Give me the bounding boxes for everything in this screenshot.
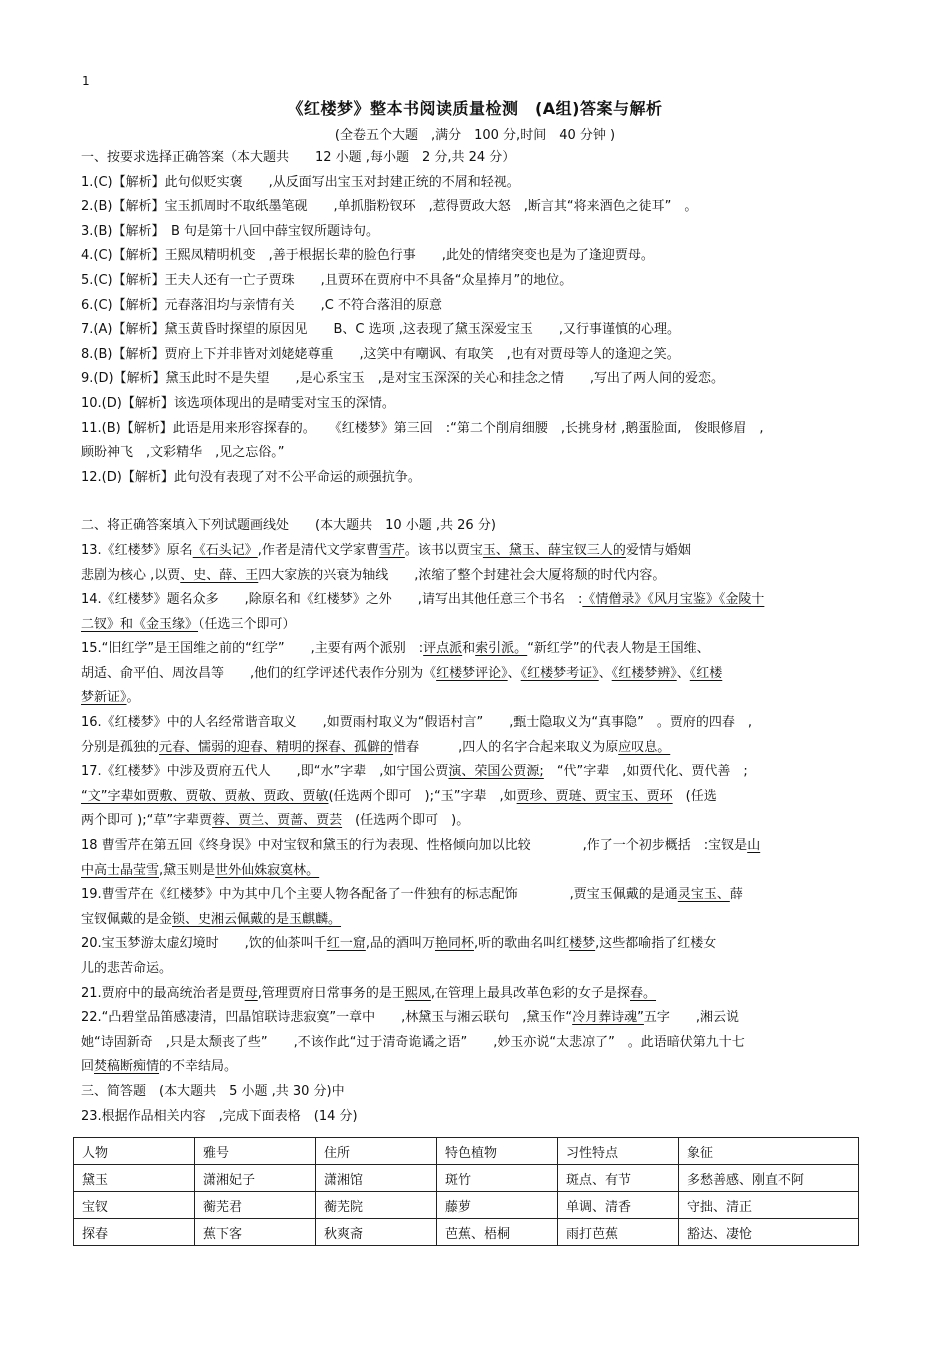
table-row: [74, 1219, 859, 1246]
question-13: [81, 539, 871, 564]
question-23: 23.根据作品相关内容 ,完成下面表格 (14 分): [81, 1108, 358, 1124]
table-cell: 单调、清香: [558, 1192, 679, 1219]
answer-blank: 山: [747, 838, 761, 854]
text: 四大家族的兴衰为轴线 ,浓缩了整个封建社会大厦将颓的时代内容。: [258, 567, 666, 583]
answer-blank: 红一窟: [326, 936, 366, 952]
question-13-cont: [81, 564, 871, 589]
answer-blank: 红楼梦评论》: [436, 665, 508, 681]
answer-6: 6.(C)【解析】元春落泪均与亲情有关 ,C 不符合落泪的原意: [81, 297, 442, 313]
text: 悲剧为核心 ,以贾: [81, 567, 181, 583]
question-17: [81, 760, 871, 785]
table-header-cell: 住所: [316, 1138, 437, 1165]
table-cell: 黛玉: [74, 1165, 195, 1192]
question-14: [81, 588, 871, 613]
question-20: [81, 932, 871, 957]
answer-12: 12.(D)【解析】此句没有表现了对不公平命运的顽强抗争。: [81, 469, 421, 485]
question-15-cont2: [81, 686, 871, 711]
table-header-cell: 雅号: [195, 1138, 316, 1165]
answer-11-cont: 顾盼神飞 ,文彩精华 ,见之忘俗。”: [81, 445, 285, 461]
answer-blank: 贾珍、贾琏、贾宝玉、贾环: [516, 788, 673, 804]
text: 、: [598, 665, 612, 681]
table-cell: 守拙、清正: [679, 1192, 859, 1219]
question-16-cont: [81, 736, 871, 761]
question-19-cont: [81, 908, 871, 933]
table-cell: 蕉下客: [195, 1219, 316, 1246]
text: 五字 ,湘云说: [643, 1010, 740, 1026]
answer-blank: 《石头记》: [192, 542, 258, 558]
table-cell: 蘅芜君: [195, 1192, 316, 1219]
answer-blank: 世外仙姝寂寞林。: [215, 862, 320, 878]
answer-8: 8.(B)【解析】贾府上下并非皆对刘姥姥尊重 ,这笑中有嘲讽、有取笑 ,也有对贾母等人的逢迎之笑。: [81, 346, 680, 362]
answer-blank: 艳同杯: [434, 936, 474, 952]
text: ,黛玉则是: [159, 862, 216, 878]
table-cell: 蘅芜院: [316, 1192, 437, 1219]
answer-blank: 索引派。: [475, 641, 528, 657]
text: 17.《红楼梦》中涉及贾府五代人 ,即“水”字辈 ,如宁国公贾: [81, 764, 449, 780]
text: 回: [81, 1059, 95, 1075]
table-cell: 多愁善感、刚直不阿: [679, 1165, 859, 1192]
answer-blank: 春。: [630, 985, 657, 1001]
answer-blank: 《红楼: [689, 665, 723, 681]
text: (任选两个即可 );“玉”字辈 ,如: [328, 788, 517, 804]
answer-7: 7.(A)【解析】黛玉黄昏时探望的原因见 B、C 选项 ,这表现了黛玉深爱宝玉 ,又行事谨慎的心理。: [81, 322, 680, 338]
document-title: 《红楼梦》整本书阅读质量检测 (A组)答案与解析: [287, 99, 663, 118]
table-cell: 潇湘馆: [316, 1165, 437, 1192]
text: 21.贾府中的最高统治者是贾: [81, 985, 245, 1001]
table-cell: 宝钗: [74, 1192, 195, 1219]
text: ,管理贾府日常事务的是王: [257, 985, 405, 1001]
text: ,四人的名字合起来取义为原: [419, 739, 619, 755]
answer-1: 1.(C)【解析】此句似贬实褒 ,从反面写出宝玉对封建正统的不屑和轻视。: [81, 174, 520, 190]
text: “代”字辈 ,如贾代化、贾代善 ;: [543, 764, 748, 780]
character-table: [73, 1137, 859, 1246]
question-18: [81, 834, 871, 859]
table-cell: 藤萝: [437, 1192, 558, 1219]
table-cell: 豁达、凄怆: [679, 1219, 859, 1246]
answer-blank: 、史、薛、王: [180, 567, 259, 583]
answer-blank: 熙凤: [404, 985, 431, 1001]
text: 、: [676, 665, 690, 681]
text: 分别是孤独的: [81, 739, 160, 755]
text: 的不幸结局。: [159, 1059, 238, 1075]
text: 。: [126, 690, 140, 706]
question-17-cont2: [81, 809, 871, 834]
text: ,听的歌曲名叫红: [473, 936, 570, 952]
answer-11: 11.(B)【解析】此语是用来形容探春的。 《红楼梦》第三回 :“第二个削肩细腰 ,长挑身材 ,鹅蛋脸面, 俊眼修眉 ,: [81, 420, 764, 436]
table-cell: 雨打芭蕉: [558, 1219, 679, 1246]
text: 20.宝玉梦游太虚幻境时 ,饮的仙茶叫千: [81, 936, 327, 952]
answer-blank: 孤僻的: [354, 739, 394, 755]
text: 13.《红楼梦》原名: [81, 542, 193, 558]
answer-3: 3.(B)【解析】 B 句是第十八回中薛宝钗所题诗句。: [81, 223, 380, 239]
text: 惜春: [393, 739, 420, 755]
text: 22.“凸碧堂品笛感凄清，凹晶馆联诗悲寂寞”一章中 ,林黛玉与湘云联句 ,黛玉作“: [81, 1010, 573, 1026]
answer-blank: 焚稿断痴情: [94, 1059, 160, 1075]
answer-blank: 明的探春、: [289, 739, 355, 755]
table-header-cell: 习性特点: [558, 1138, 679, 1165]
table-cell: 芭蕉、梧桐: [437, 1219, 558, 1246]
question-22-cont: 她“诗固新奇 ,只是太颓丧了些” ,不该作此“过于清奇诡谲之语” ,妙玉亦说“太悲凉了” 。此语暗伏第九十七: [81, 1034, 745, 1050]
text: （任选三个即可）: [198, 616, 296, 632]
answer-blank: 《红楼梦辨》: [611, 665, 677, 681]
table-cell: 秋爽斋: [316, 1219, 437, 1246]
text: 15.“旧红学”是王国维之前的“红学” ,主要有两个派别 :: [81, 641, 424, 657]
answer-blank: 锁、史湘云佩戴的是玉麒麟。: [172, 911, 342, 927]
question-17-cont: [81, 785, 871, 810]
text: 胡适、俞平伯、周汝昌等 ,他们的红学评述代表作分别为《: [81, 665, 437, 681]
answer-blank: 灵宝玉、: [677, 887, 730, 903]
answer-blank: 蓉、贾兰、贾蔷、贾芸: [212, 813, 343, 829]
question-20-cont: 儿的悲苦命运。: [81, 961, 173, 976]
section-3-header: 三、简答题 (本大题共 5 小题 ,共 30 分)中: [81, 1083, 345, 1099]
table-header-cell: 人物: [74, 1138, 195, 1165]
text: 和: [462, 641, 476, 657]
answer-blank: 玉、黛玉、薛宝钗三人的: [482, 542, 626, 558]
text: “新红学”的代表人物是王国维、: [527, 641, 710, 657]
text: 18 曹雪芹在第五回《终身误》中对宝钗和黛玉的行为表现、性格倾向加以比较 ,作了一个初步概括 :宝钗是: [81, 838, 748, 854]
text: 。该书以贾宝: [404, 542, 483, 558]
answer-blank: 梦新证》: [81, 690, 127, 706]
text: ,作者是清代文学家曹: [257, 542, 379, 558]
table-header-cell: 特色植物: [437, 1138, 558, 1165]
table-header-row: [74, 1138, 859, 1165]
question-15: [81, 637, 871, 662]
document-body: [81, 146, 871, 1129]
text: (任选: [672, 788, 717, 804]
question-18-cont: [81, 859, 871, 884]
question-19: [81, 883, 871, 908]
table-row: [74, 1192, 859, 1219]
answer-blank: 中高士晶莹雪: [81, 862, 160, 878]
answer-blank: 雪芹: [378, 542, 405, 558]
document-subtitle: (全卷五个大题 ,满分 100 分,时间 40 分钟 ): [334, 128, 616, 143]
answer-blank: 《情僧录》《风月宝鉴》《金陵十: [582, 592, 765, 608]
answer-blank: 母: [244, 985, 258, 1001]
table-cell: 探春: [74, 1219, 195, 1246]
text: 宝钗佩戴的是金: [81, 911, 173, 927]
table-header-cell: 象征: [679, 1138, 859, 1165]
answer-blank: 冷月葬诗魂”: [572, 1010, 644, 1026]
text: ,在管理上最具改革色彩的女子是探: [430, 985, 630, 1001]
answer-4: 4.(C)【解析】王熙凤精明机变 ,善于根据长辈的脸色行事 ,此处的情绪突变也是为了逢迎贾母。: [81, 248, 654, 264]
text: 、: [507, 665, 521, 681]
answer-blank: 应叹息。: [618, 739, 671, 755]
text: 爱情与婚姻: [625, 542, 691, 558]
table-cell: 潇湘妃子: [195, 1165, 316, 1192]
question-21: [81, 982, 871, 1007]
question-22: [81, 1006, 871, 1031]
text: 薛: [729, 887, 743, 903]
question-22-cont2: [81, 1055, 871, 1080]
answer-9: 9.(D)【解析】黛玉此时不是失望 ,是心系宝玉 ,是对宝玉深深的关心和挂念之情 ,写出了两人间的爱恋。: [81, 371, 724, 387]
answer-blank: 楼梦: [569, 936, 596, 952]
question-15-cont: [81, 662, 871, 687]
answer-10: 10.(D)【解析】该选项体现出的是晴雯对宝玉的深情。: [81, 395, 395, 411]
answer-blank: 《红楼梦考证》: [520, 665, 599, 681]
text: 两个即可 );“草”字辈贾: [81, 813, 213, 829]
question-16: 16.《红楼梦》中的人名经常谐音取义 ,如贾雨村取义为“假语村言” ,甄士隐取义为“真事隐” 。贾府的四春 ,: [81, 715, 753, 731]
section-1-header: 一、按要求选择正确答案（本大题共 12 小题 ,每小题 2 分,共 24 分）: [81, 150, 516, 165]
answer-blank: “文”字辈如贾敷、贾敬、贾赦、贾政、贾敏: [81, 788, 329, 804]
answer-blank: 元春、懦弱的迎春、精: [159, 739, 290, 755]
section-2-header: 二、将正确答案填入下列试题画线处 (本大题共 10 小题 ,共 26 分): [81, 518, 496, 534]
text: ,品的酒叫万: [365, 936, 435, 952]
spacer: [81, 490, 871, 514]
answer-2: 2.(B)【解析】宝玉抓周时不取纸墨笔砚 ,单抓脂粉钗环 ,惹得贾政大怒 ,断言其“将来酒色之徒耳” 。: [81, 199, 698, 215]
answer-blank: 演、荣国公贾源;: [448, 764, 544, 780]
text: ,这些都喻指了红楼女: [595, 936, 717, 952]
table-cell: 斑竹: [437, 1165, 558, 1192]
table-cell: 斑点、有节: [558, 1165, 679, 1192]
question-14-cont: [81, 613, 871, 638]
answer-5: 5.(C)【解析】王夫人还有一亡子贾珠 ,且贾环在贾府中不具备“众星捧月”的地位。: [81, 272, 573, 288]
text: 14.《红楼梦》题名众多 ,除原名和《红楼梦》之外 ,请写出其他任意三个书名 :: [81, 592, 583, 608]
text: 19.曹雪芹在《红楼梦》中为其中几个主要人物各配备了一件独有的标志配饰 ,贾宝玉佩戴的是通: [81, 887, 678, 903]
text: (任选两个即可 )。: [342, 813, 470, 829]
answer-blank: 评点派: [423, 641, 463, 657]
table-row: [74, 1165, 859, 1192]
answer-blank: 二钗》和《金玉缘》: [81, 616, 199, 632]
page-number: 1: [82, 74, 90, 88]
